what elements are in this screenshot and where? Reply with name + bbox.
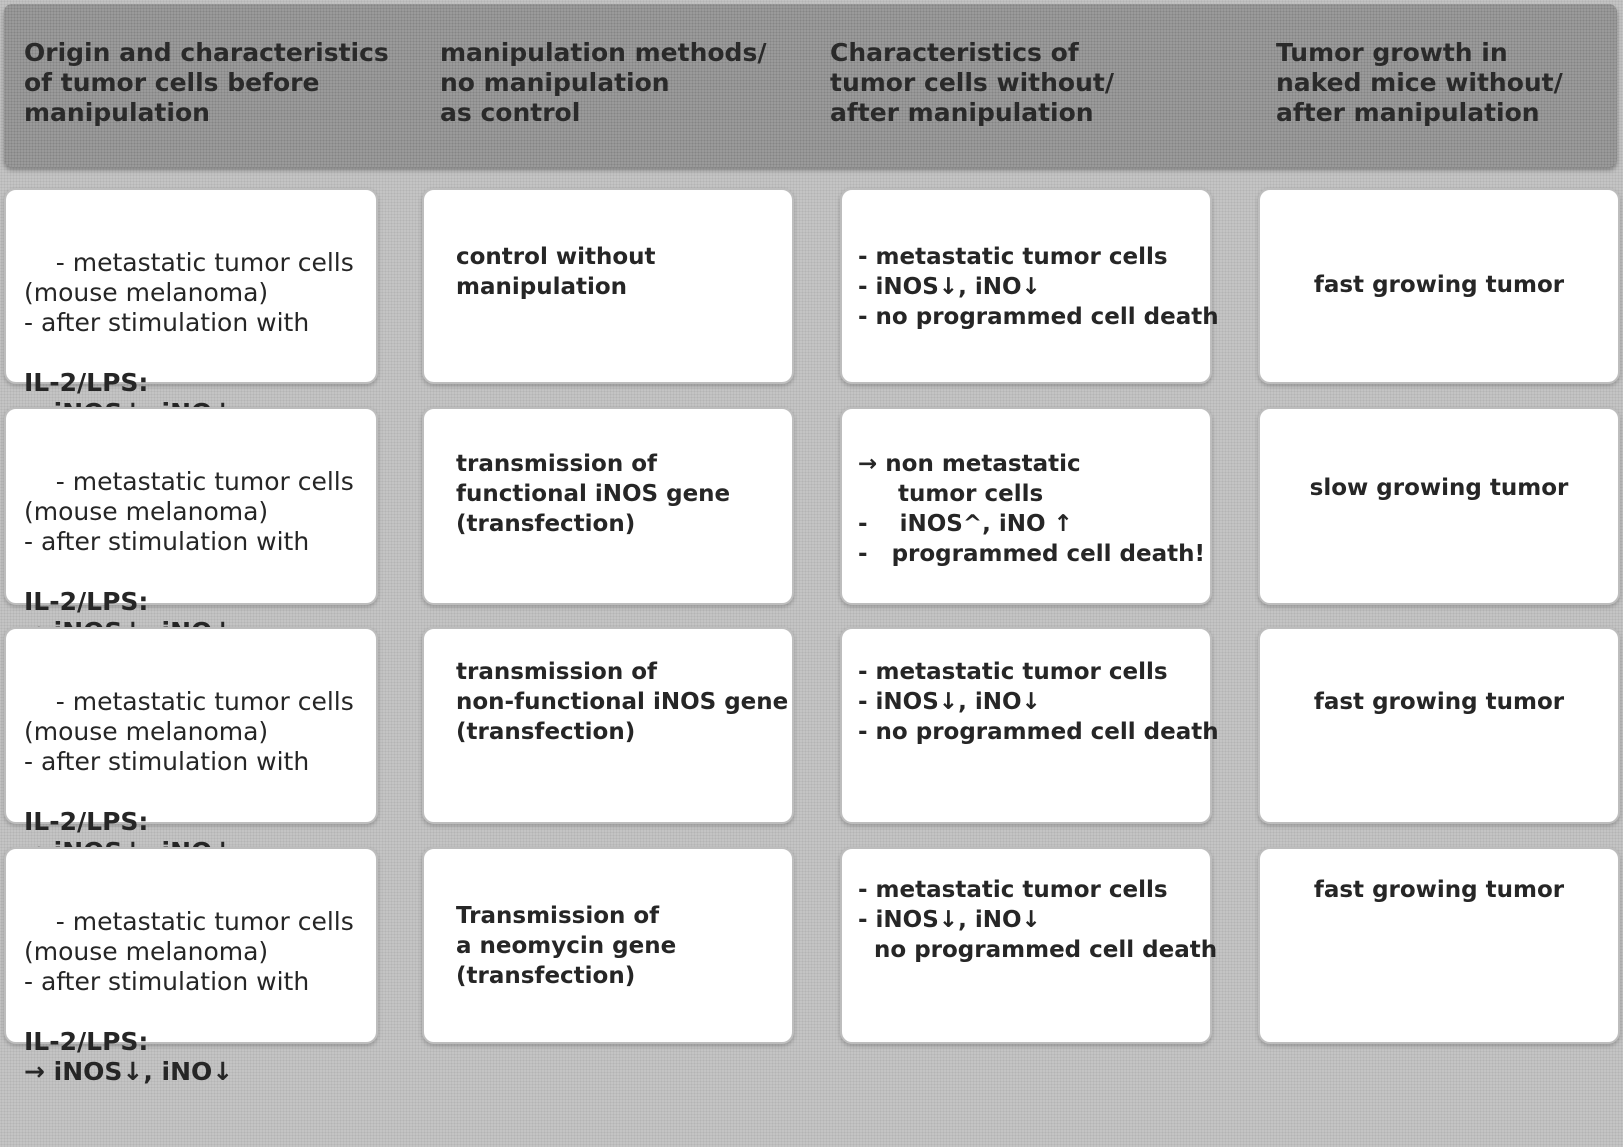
- row-4-origin-text: [24, 877, 354, 1147]
- row-4-characteristics-cell: [840, 847, 1218, 1044]
- row-3-growth-text: fast growing tumor: [1313, 689, 1565, 715]
- row-1-characteristics-cell: [840, 188, 1219, 384]
- row-4-origin-cell: [4, 847, 378, 1086]
- row-1-growth-text: fast growing tumor: [1313, 272, 1565, 298]
- row-2-method-text: transmission of functional iNOS gene (transfection): [456, 451, 731, 537]
- row-1-origin-cell: [4, 188, 378, 397]
- row-4-origin-plain: - metastatic tumor cells (mouse melanoma) - after stimulation with: [24, 907, 354, 996]
- row-3-characteristics-cell: [840, 627, 1219, 824]
- row-2-origin-plain: - metastatic tumor cells (mouse melanoma) - after stimulation with: [24, 467, 354, 556]
- row-2-method-cell: [422, 407, 794, 605]
- header-origin: Origin and characteristics of tumor cells before manipulation: [24, 38, 389, 127]
- row-1-origin-bold: IL-2/LPS:: [24, 368, 149, 397]
- row-4-method-cell: [422, 847, 794, 1044]
- row-2-characteristics-text: → non metastatic tumor cells - iNOS^, iNO ↑ - programmed cell death!: [858, 451, 1205, 567]
- row-3-origin-bold: IL-2/LPS:: [24, 807, 149, 836]
- row-2-characteristics-cell: [840, 407, 1212, 605]
- row-2-growth-cell: [1258, 407, 1620, 605]
- row-1-method-text: control without manipulation: [456, 244, 656, 300]
- header-tumor-growth: Tumor growth in naked mice without/ after manipulation: [1276, 38, 1563, 127]
- row-1-method-cell: [422, 188, 794, 384]
- row-4-growth-text: fast growing tumor: [1313, 877, 1565, 903]
- row-4-method-text: Transmission of a neomycin gene (transfection): [456, 903, 677, 989]
- row-1-origin-plain: - metastatic tumor cells (mouse melanoma) - after stimulation with: [24, 248, 354, 337]
- row-4-origin-bold: IL-2/LPS: → iNOS↓, iNO↓: [24, 1027, 234, 1086]
- row-3-origin-plain: - metastatic tumor cells (mouse melanoma) - after stimulation with: [24, 687, 354, 776]
- row-4-characteristics-text: - metastatic tumor cells - iNOS↓, iNO↓ no programmed cell death: [858, 877, 1218, 963]
- table-header: [4, 4, 1617, 167]
- row-3-method-cell: [422, 627, 794, 824]
- row-1-characteristics-text: - metastatic tumor cells - iNOS↓, iNO↓ - no programmed cell death: [858, 244, 1219, 330]
- row-3-characteristics-text: - metastatic tumor cells - iNOS↓, iNO↓ - no programmed cell death: [858, 659, 1219, 745]
- row-2-origin-cell: [4, 407, 378, 616]
- row-3-growth-cell: [1258, 627, 1620, 824]
- row-3-origin-cell: [4, 627, 378, 836]
- row-2-growth-text: slow growing tumor: [1309, 475, 1569, 501]
- row-2-origin-bold: IL-2/LPS:: [24, 587, 149, 616]
- header-manipulation-methods: manipulation methods/ no manipulation as control: [440, 38, 767, 127]
- row-4-growth-cell: [1258, 847, 1620, 1044]
- row-3-method-text: transmission of non-functional iNOS gene (transfection): [456, 659, 789, 745]
- row-1-growth-cell: [1258, 188, 1620, 384]
- header-characteristics: Characteristics of tumor cells without/ after manipulation: [830, 38, 1114, 127]
